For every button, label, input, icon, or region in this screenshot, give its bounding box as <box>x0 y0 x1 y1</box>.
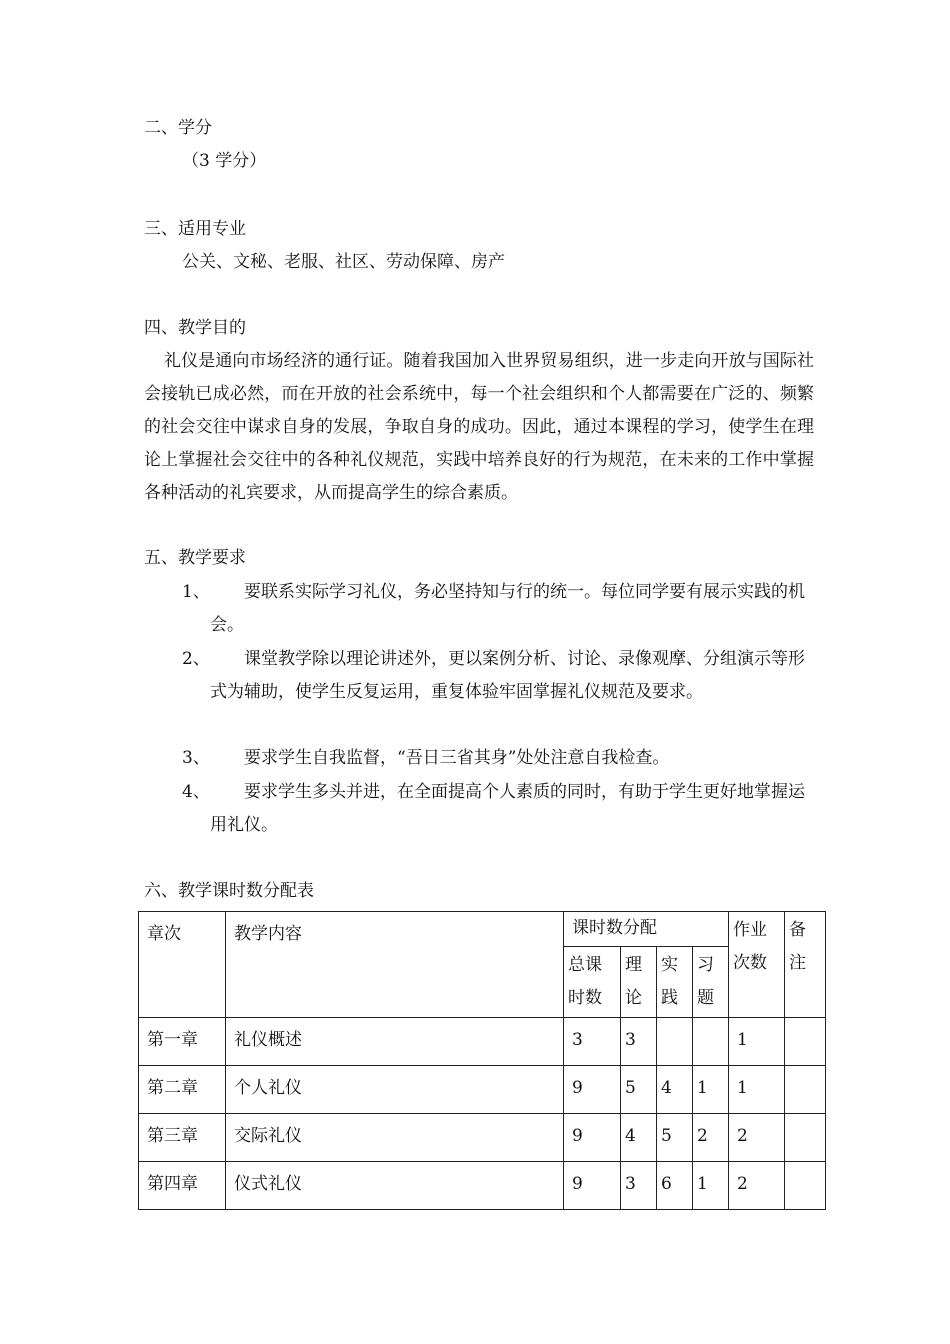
cell-chapter: 第二章 <box>139 1066 226 1114</box>
header-content: 教学内容 <box>226 912 564 1018</box>
cell-theory: 3 <box>621 1162 657 1210</box>
cell-theory: 3 <box>621 1018 657 1066</box>
cell-remarks <box>785 1066 826 1114</box>
cell-practice: 5 <box>657 1114 693 1162</box>
requirement-text: 要联系实际学习礼仪，务必坚持知与行的统一。每位同学要有展示实践的机会。 <box>210 582 805 635</box>
table-row <box>139 1018 826 1066</box>
cell-content: 仪式礼仪 <box>226 1162 564 1210</box>
requirements-heading: 五、教学要求 <box>144 548 246 568</box>
cell-theory: 5 <box>621 1066 657 1114</box>
requirement-text: 要求学生自我监督，“吾日三省其身”处处注意自我检查。 <box>244 748 670 768</box>
cell-remarks <box>785 1018 826 1066</box>
hours-allocation-table <box>138 911 826 1210</box>
cell-chapter: 第一章 <box>139 1018 226 1066</box>
table-row <box>139 1066 826 1114</box>
cell-practice: 4 <box>657 1066 693 1114</box>
cell-exercise <box>693 1018 729 1066</box>
table-row <box>139 1162 826 1210</box>
requirement-number: 2、 <box>182 649 210 669</box>
header-total: 总课时数 <box>564 947 621 1018</box>
majors-heading: 三、适用专业 <box>144 219 246 239</box>
cell-homework: 1 <box>729 1018 785 1066</box>
cell-chapter: 第四章 <box>139 1162 226 1210</box>
table-header-row <box>139 912 826 947</box>
requirement-text: 要求学生多头并进，在全面提高个人素质的同时，有助于学生更好地掌握运用礼仪。 <box>210 782 805 835</box>
requirement-number: 3、 <box>182 748 210 768</box>
cell-theory: 4 <box>621 1114 657 1162</box>
cell-remarks <box>785 1114 826 1162</box>
cell-total: 3 <box>564 1018 621 1066</box>
requirement-number: 1、 <box>182 582 210 602</box>
cell-homework: 2 <box>729 1162 785 1210</box>
header-practice: 实践 <box>657 947 693 1018</box>
cell-chapter: 第三章 <box>139 1114 226 1162</box>
table-title: 六、教学课时数分配表 <box>144 881 314 901</box>
cell-exercise: 2 <box>693 1114 729 1162</box>
purpose-heading: 四、教学目的 <box>144 318 246 338</box>
requirement-text: 课堂教学除以理论讲述外，更以案例分析、讨论、录像观摩、分组演示等形式为辅助，使学生反复运用，重复体验牢固掌握礼仪规范及要求。 <box>210 649 805 702</box>
cell-remarks <box>785 1162 826 1210</box>
majors-value: 公关、文秘、老服、社区、劳动保障、房产 <box>182 252 505 272</box>
credit-value: （3 学分） <box>182 151 267 171</box>
header-chapter: 章次 <box>139 912 226 1018</box>
cell-content: 礼仪概述 <box>226 1018 564 1066</box>
cell-content: 交际礼仪 <box>226 1114 564 1162</box>
header-hours: 课时数分配 <box>564 912 729 947</box>
cell-content: 个人礼仪 <box>226 1066 564 1114</box>
header-remarks: 备注 <box>785 912 826 1018</box>
cell-total: 9 <box>564 1114 621 1162</box>
header-theory: 理论 <box>621 947 657 1018</box>
purpose-paragraph: 礼仪是通向市场经济的通行证。随着我国加入世界贸易组织，进一步走向开放与国际社会接轨已成必然，而在开放的社会系统中，每一个社会组织和个人都需要在广泛的、频繁的社会交往中谋求自身的发展，争取自身的成功。因此，通过本课程的学习，使学生在理论上掌握社会交往中的各种礼仪规范，实践中培养良好的行为规范，在未来的工作中掌握各种活动的礼宾要求，从而提高学生的综合素质。 <box>144 351 814 503</box>
table-row <box>139 1114 826 1162</box>
cell-total: 9 <box>564 1066 621 1114</box>
credit-heading: 二、学分 <box>144 118 212 138</box>
cell-practice <box>657 1018 693 1066</box>
header-homework: 作业次数 <box>729 912 785 1018</box>
cell-practice: 6 <box>657 1162 693 1210</box>
cell-exercise: 1 <box>693 1066 729 1114</box>
cell-homework: 2 <box>729 1114 785 1162</box>
requirement-number: 4、 <box>182 782 210 802</box>
cell-exercise: 1 <box>693 1162 729 1210</box>
cell-homework: 1 <box>729 1066 785 1114</box>
cell-total: 9 <box>564 1162 621 1210</box>
header-exercise: 习题 <box>693 947 729 1018</box>
